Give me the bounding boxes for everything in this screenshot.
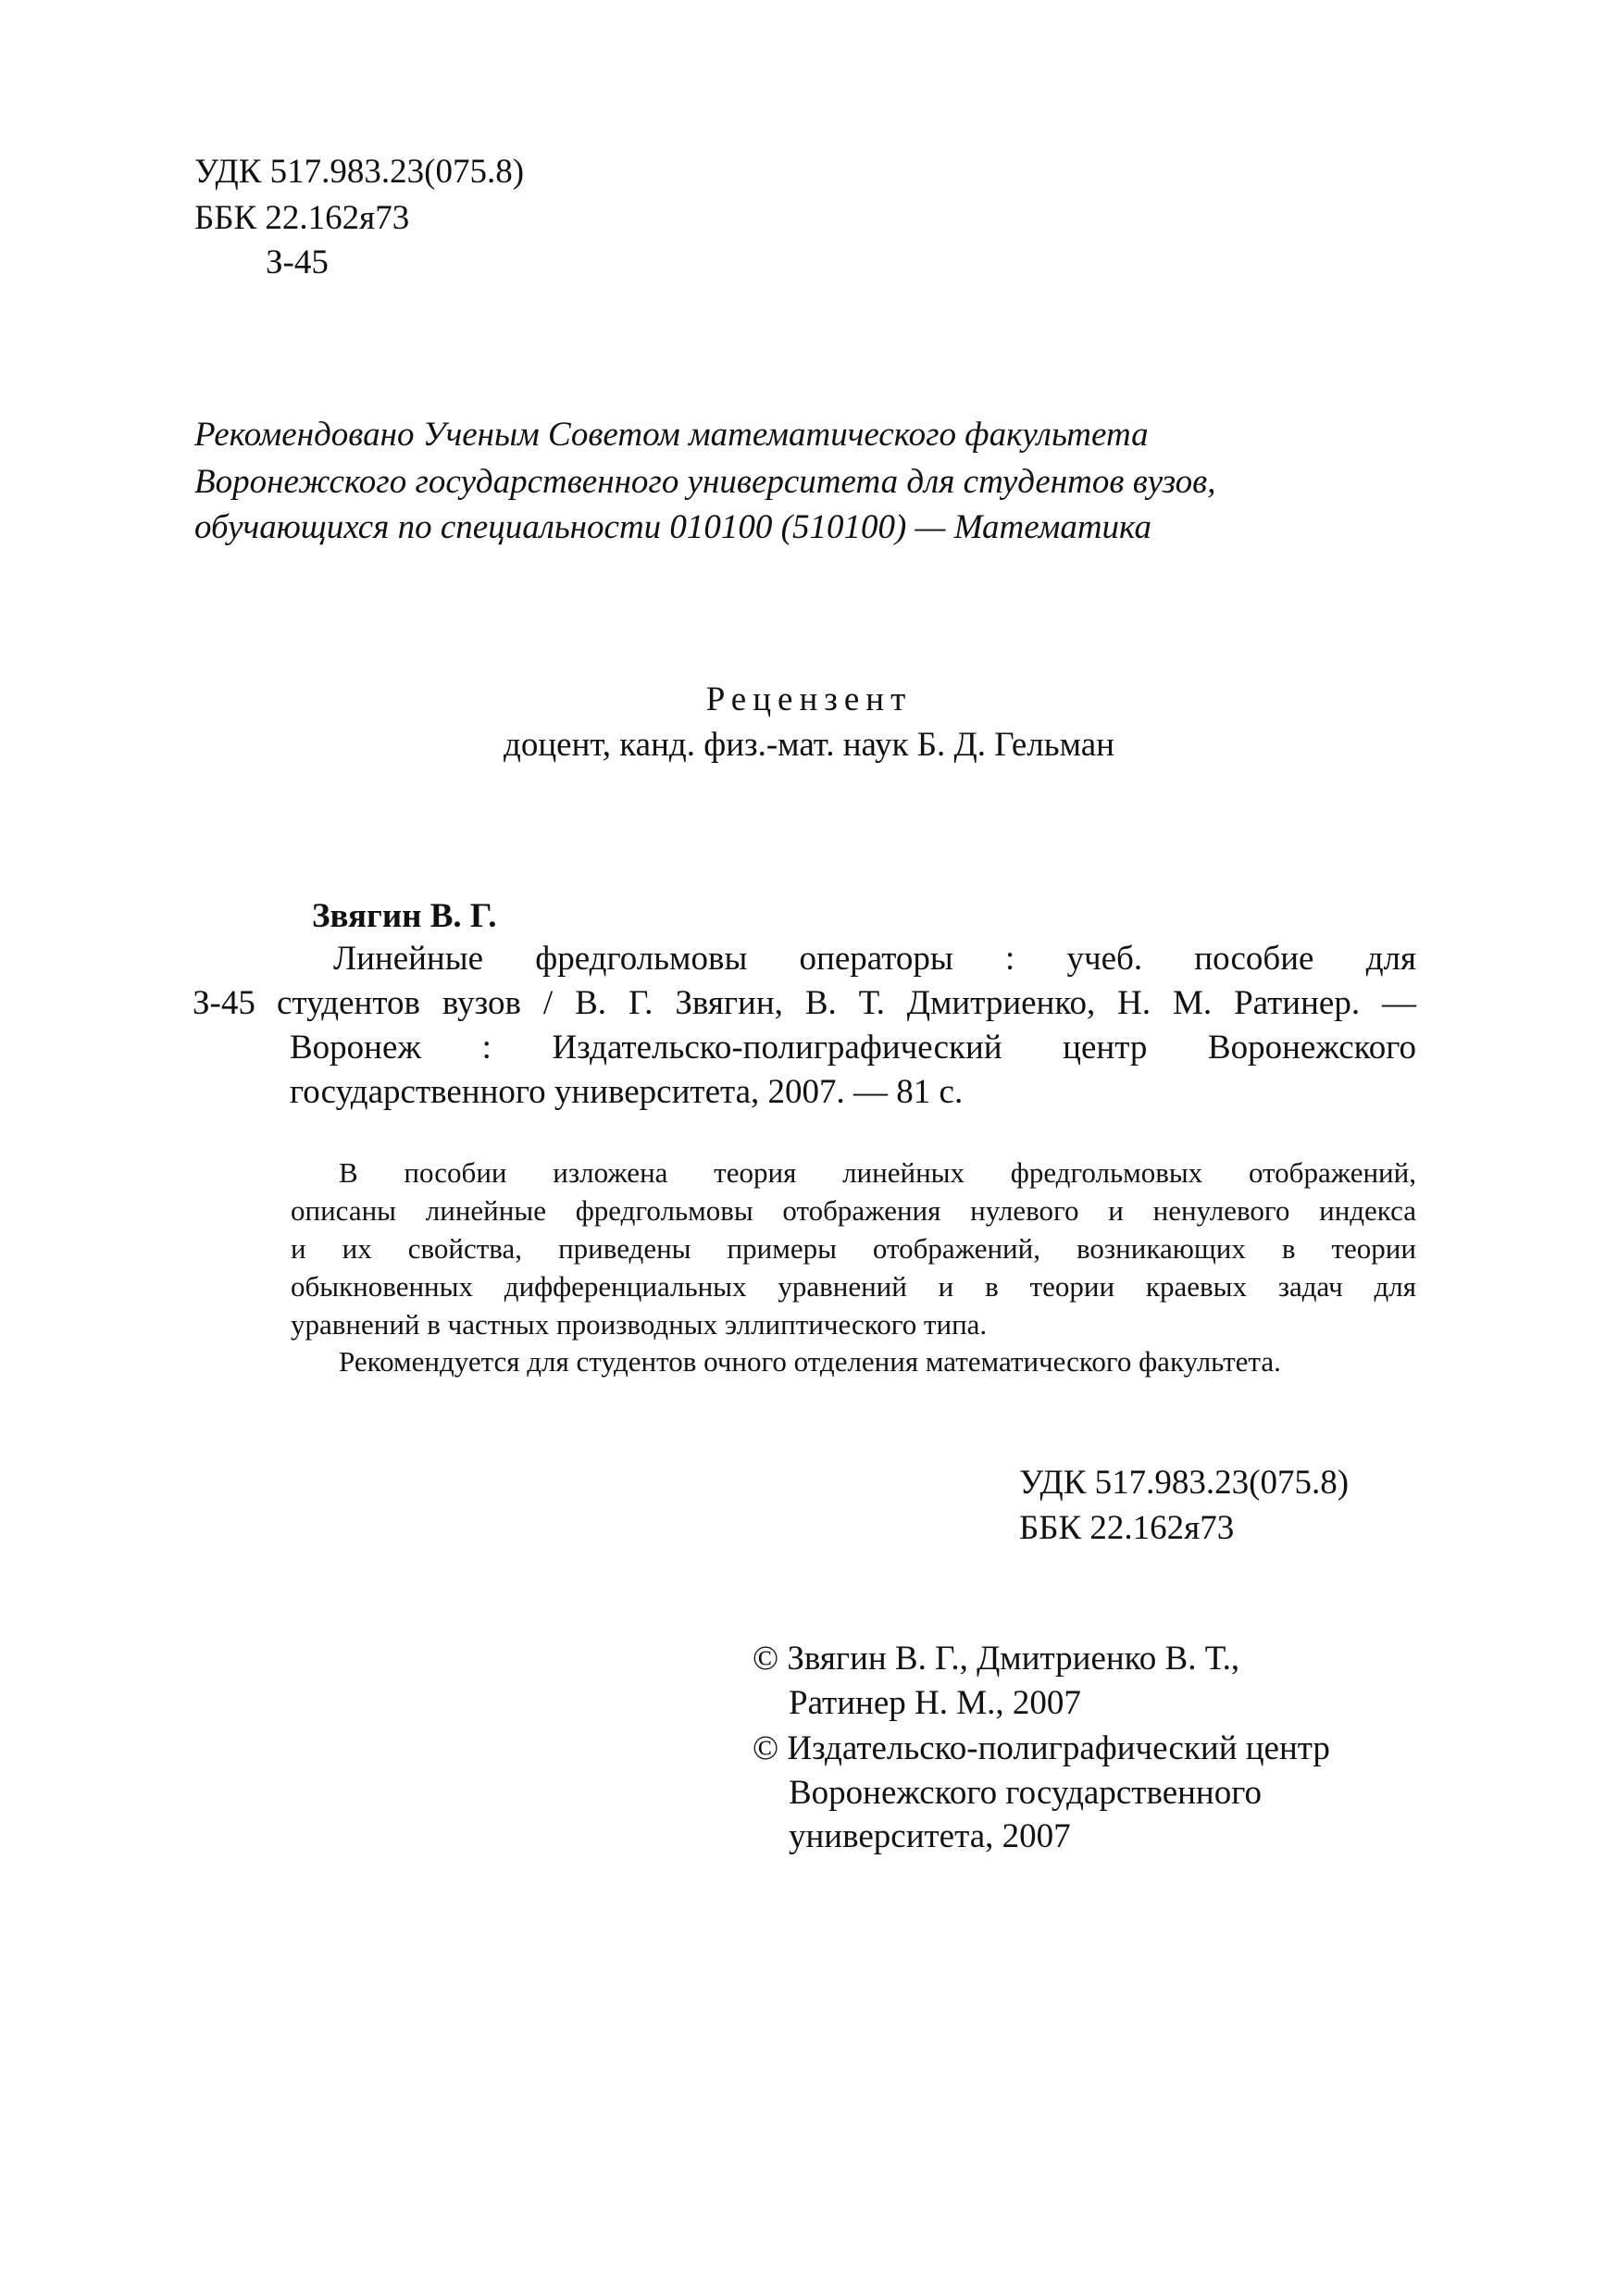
catalog-line-4: государственного университета, 2007. — 81 с. <box>290 1073 964 1111</box>
catalog-line-3: Воронеж : Издательско-полиграфический центр Воронежского <box>290 1029 1416 1067</box>
abstract-line-6: Рекомендуется для студентов очного отделения математического факультета. <box>339 1345 1281 1378</box>
abstract-line-2: описаны линейные фредгольмовы отображения нулевого и ненулевого индекса <box>291 1194 1416 1227</box>
copyright-line-2: Ратинер Н. М., 2007 <box>789 1684 1081 1722</box>
reviewer-heading: Рецензент <box>705 680 913 718</box>
catalog-author: Звягин В. Г. <box>312 897 497 935</box>
copyright-line-5: университета, 2007 <box>789 1817 1071 1855</box>
recommendation-line-1: Рекомендовано Ученым Советом математического факультета <box>194 416 1149 454</box>
catalog-line-2: студентов вузов / В. Г. Звягин, В. Т. Дмитриенко, Н. М. Ратинер. — <box>277 984 1416 1022</box>
abstract-line-1: В пособии изложена теория линейных фредгольмовых отображений, <box>339 1156 1416 1189</box>
copyright-line-1: © Звягин В. Г., Дмитриенко В. Т., <box>753 1640 1240 1678</box>
copyright-line-4: Воронежского государственного <box>789 1774 1262 1812</box>
bbk-code-top: ББК 22.162я73 <box>194 199 410 237</box>
udk-code-bottom: УДК 517.983.23(075.8) <box>1019 1464 1350 1502</box>
recommendation-line-2: Воронежского государственного университета для студентов вузов, <box>194 463 1216 501</box>
udk-code-top: УДК 517.983.23(075.8) <box>194 153 525 191</box>
catalog-line-1: Линейные фредгольмовы операторы : учеб. пособие для <box>333 940 1416 978</box>
copyright-line-3: © Издательско-полиграфический центр <box>753 1729 1330 1767</box>
reviewer-name: доцент, канд. физ.-мат. наук Б. Д. Гельман <box>504 726 1114 764</box>
abstract-line-4: обыкновенных дифференциальных уравнений и в теории краевых задач для <box>291 1270 1416 1303</box>
abstract-line-3: и их свойства, приведены примеры отображений, возникающих в теории <box>291 1232 1416 1265</box>
author-sign-top: З-45 <box>266 243 329 281</box>
bbk-code-bottom: ББК 22.162я73 <box>1019 1509 1235 1547</box>
catalog-author-sign: З-45 <box>193 984 255 1022</box>
abstract-line-5: уравнений в частных производных эллиптического типа. <box>291 1308 988 1341</box>
recommendation-line-3: обучающихся по специальности 010100 (510100) — Математика <box>194 508 1151 546</box>
